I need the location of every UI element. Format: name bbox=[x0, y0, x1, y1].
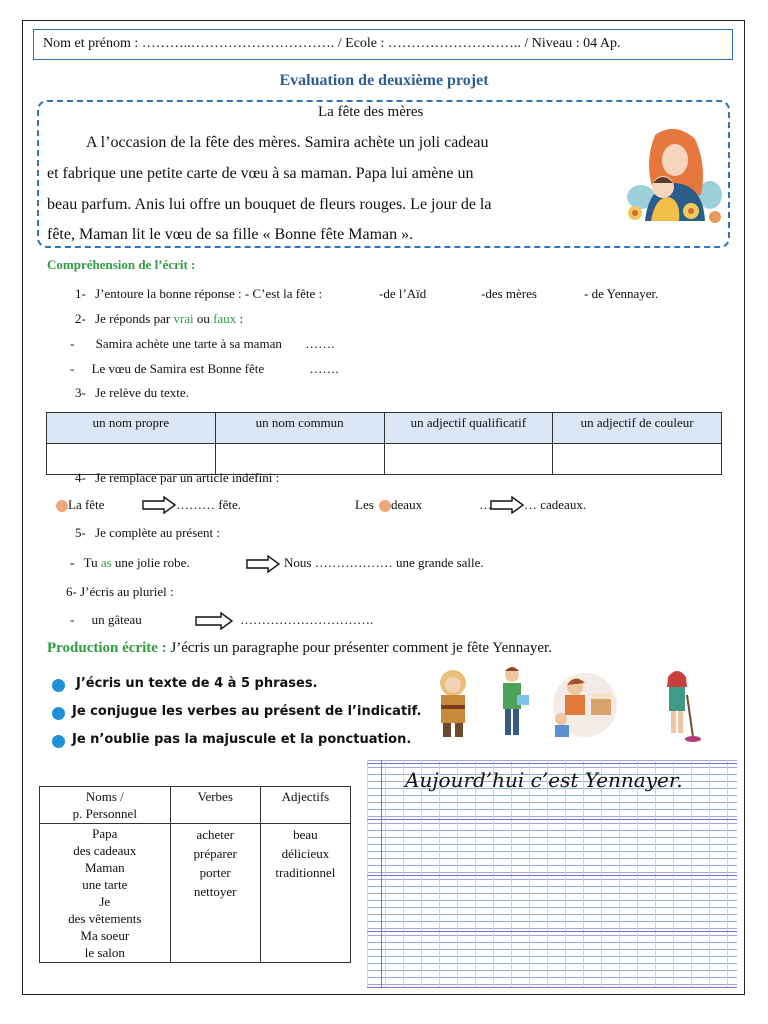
answer-blank[interactable]: …………………………. bbox=[240, 612, 374, 627]
flower-center bbox=[688, 208, 694, 214]
item-text: Samira achète une tarte à sa maman bbox=[95, 336, 282, 351]
student-info-header bbox=[33, 29, 733, 60]
bullet-icon bbox=[52, 735, 65, 748]
handwritten-first-line: Aujourd’hui c’est Yennayer. bbox=[405, 768, 683, 792]
story-line: A l’occasion de la fête des mères. Samira achète un joli cadeau bbox=[86, 134, 489, 151]
item-dash: - bbox=[70, 612, 75, 627]
question-3 bbox=[75, 385, 189, 401]
item-dash: - bbox=[70, 361, 75, 376]
word-bank-table bbox=[39, 786, 351, 963]
flower-shape bbox=[709, 211, 721, 223]
answer-blank[interactable]: … cadeaux. bbox=[524, 497, 587, 512]
table-header-row bbox=[47, 413, 722, 444]
item-dash: - bbox=[70, 555, 75, 570]
pronoun-tu: Tu bbox=[83, 555, 98, 570]
item-text: un gâteau bbox=[91, 612, 142, 627]
word-item: nettoyer bbox=[193, 884, 237, 899]
word-item: Maman bbox=[84, 860, 125, 875]
answer-blank[interactable]: Nous ……………… une grande salle. bbox=[284, 555, 484, 570]
mother-baking-figure bbox=[553, 673, 617, 737]
word-item: Papa bbox=[92, 826, 118, 841]
answer-blank[interactable]: ……. bbox=[309, 361, 339, 376]
table-header-row bbox=[40, 787, 351, 824]
answer-blank[interactable]: ……… fête. bbox=[176, 497, 241, 512]
conjugation-item bbox=[70, 555, 190, 571]
answer-cell[interactable] bbox=[553, 444, 722, 475]
word-item: traditionnel bbox=[275, 865, 336, 880]
word-extraction-table bbox=[46, 412, 722, 475]
question-2 bbox=[75, 311, 243, 327]
table-header-cell: Adjectifs bbox=[260, 787, 350, 824]
question-1 bbox=[75, 286, 322, 302]
plural-item bbox=[70, 612, 142, 628]
item-left: Les bbox=[355, 497, 374, 512]
option-yennayer[interactable]: - de Yennayer. bbox=[584, 286, 659, 301]
true-false-item bbox=[70, 361, 339, 377]
table-header-cell: Noms / p. Personnel bbox=[40, 787, 171, 824]
yennayer-illustrations bbox=[425, 665, 715, 745]
instruction-bullet: Je conjugue les verbes au présent de l’indicatif. bbox=[72, 704, 422, 719]
item-left: La fête bbox=[68, 497, 105, 512]
question-number: 4- bbox=[75, 470, 86, 485]
table-header-cell: un adjectif qualificatif bbox=[384, 413, 553, 444]
word-item: Je bbox=[99, 894, 111, 909]
noms-cell bbox=[40, 824, 171, 963]
answer-blank[interactable]: ……. bbox=[305, 336, 335, 351]
question-number: 1- bbox=[75, 286, 86, 301]
verbes-cell bbox=[170, 824, 260, 963]
item-left-suffix: deaux bbox=[391, 497, 423, 512]
question-text: Je remplace par un article indéfini : bbox=[95, 470, 280, 485]
word-item: le salon bbox=[84, 945, 125, 960]
table-header-cell: un adjectif de couleur bbox=[553, 413, 722, 444]
colon: : bbox=[239, 311, 244, 326]
item-text: une jolie robe. bbox=[114, 555, 190, 570]
production-section bbox=[47, 640, 552, 657]
bullet-dot bbox=[379, 500, 391, 512]
production-heading: Production écrite : bbox=[47, 640, 167, 656]
question-5 bbox=[75, 525, 220, 541]
table-header-cell: un nom commun bbox=[215, 413, 384, 444]
word-item: porter bbox=[199, 865, 231, 880]
vrai-word: vrai bbox=[173, 311, 194, 326]
instruction-bullet: Je n’oublie pas la majuscule et la ponctuation. bbox=[72, 732, 412, 747]
word-item: une tarte bbox=[82, 877, 128, 892]
paper-line bbox=[367, 875, 737, 876]
question-number: 5- bbox=[75, 525, 86, 540]
option-aid[interactable]: -de l’Aïd bbox=[379, 286, 427, 301]
question-text: J’entoure la bonne réponse : - C’est la fête : bbox=[95, 286, 323, 301]
writing-paper[interactable] bbox=[367, 760, 737, 988]
table-row bbox=[40, 824, 351, 963]
page-title: Evaluation de deuxième projet bbox=[279, 72, 489, 89]
question-number: 3- bbox=[75, 385, 86, 400]
comprehension-heading: Compréhension de l’écrit : bbox=[47, 257, 196, 272]
question-text: Je réponds par bbox=[95, 311, 171, 326]
item-text: Le vœu de Samira est Bonne fête bbox=[91, 361, 265, 376]
arrow-icon bbox=[142, 496, 176, 514]
option-meres[interactable]: -des mères bbox=[481, 286, 537, 301]
boy-with-gift-figure bbox=[503, 667, 529, 735]
table-header-cell: un nom propre bbox=[47, 413, 216, 444]
arrow-icon bbox=[490, 496, 524, 514]
question-number: 2- bbox=[75, 311, 86, 326]
student-info-text: Nom et prénom : ………..…………………………. / Ecole : ……………………….. / Niveau : 04 Ap. bbox=[43, 36, 621, 51]
bullet-icon bbox=[52, 707, 65, 720]
mother-child-illustration bbox=[615, 125, 725, 225]
word-item: beau bbox=[293, 827, 318, 842]
girl-traditional-dress-figure bbox=[440, 670, 466, 737]
adjectifs-cell bbox=[260, 824, 350, 963]
story-title: La fête des mères bbox=[318, 104, 424, 120]
verb-as: as bbox=[100, 555, 112, 570]
question-6: 6- J’écris au pluriel : bbox=[66, 584, 174, 599]
instruction-bullet: J’écris un texte de 4 à 5 phrases. bbox=[76, 676, 318, 691]
article-item-a bbox=[56, 497, 104, 513]
word-item: délicieux bbox=[281, 846, 330, 861]
story-line: et fabrique une petite carte de vœu à sa maman. Papa lui amène un bbox=[47, 165, 474, 182]
bullet-icon bbox=[52, 679, 65, 692]
arrow-icon bbox=[195, 612, 233, 630]
question-text: Je complète au présent : bbox=[95, 525, 220, 540]
true-false-item bbox=[70, 336, 334, 352]
answer-blank-prefix[interactable]: … bbox=[479, 497, 492, 512]
bullet-dot bbox=[56, 500, 68, 512]
paper-line bbox=[367, 931, 737, 932]
paper-line bbox=[367, 819, 737, 820]
ou-word: ou bbox=[196, 311, 210, 326]
table-header-cell: Verbes bbox=[170, 787, 260, 824]
production-prompt: J’écris un paragraphe pour présenter comment je fête Yennayer. bbox=[170, 640, 552, 656]
word-item: des cadeaux bbox=[73, 843, 137, 858]
story-line: fête, Maman lit le vœu de sa fille « Bonne fête Maman ». bbox=[47, 226, 414, 243]
faux-word: faux bbox=[213, 311, 237, 326]
article-item-b bbox=[355, 497, 422, 513]
mother-face bbox=[662, 144, 688, 176]
word-item: Ma soeur bbox=[80, 928, 130, 943]
girl-sweeping-figure bbox=[667, 671, 701, 742]
flower-center bbox=[632, 210, 638, 216]
question-text: Je relève du texte. bbox=[95, 385, 189, 400]
item-dash: - bbox=[70, 336, 75, 351]
arrow-icon bbox=[246, 555, 280, 573]
paper-line bbox=[367, 987, 737, 988]
story-line: beau parfum. Anis lui offre un bouquet de fleurs rouges. Le jour de la bbox=[47, 196, 492, 213]
answer-cell[interactable] bbox=[384, 444, 553, 475]
paper-line bbox=[367, 763, 737, 764]
word-item: des vêtements bbox=[68, 911, 142, 926]
word-item: préparer bbox=[193, 846, 237, 861]
word-item: acheter bbox=[196, 827, 234, 842]
question-4 bbox=[75, 470, 279, 486]
